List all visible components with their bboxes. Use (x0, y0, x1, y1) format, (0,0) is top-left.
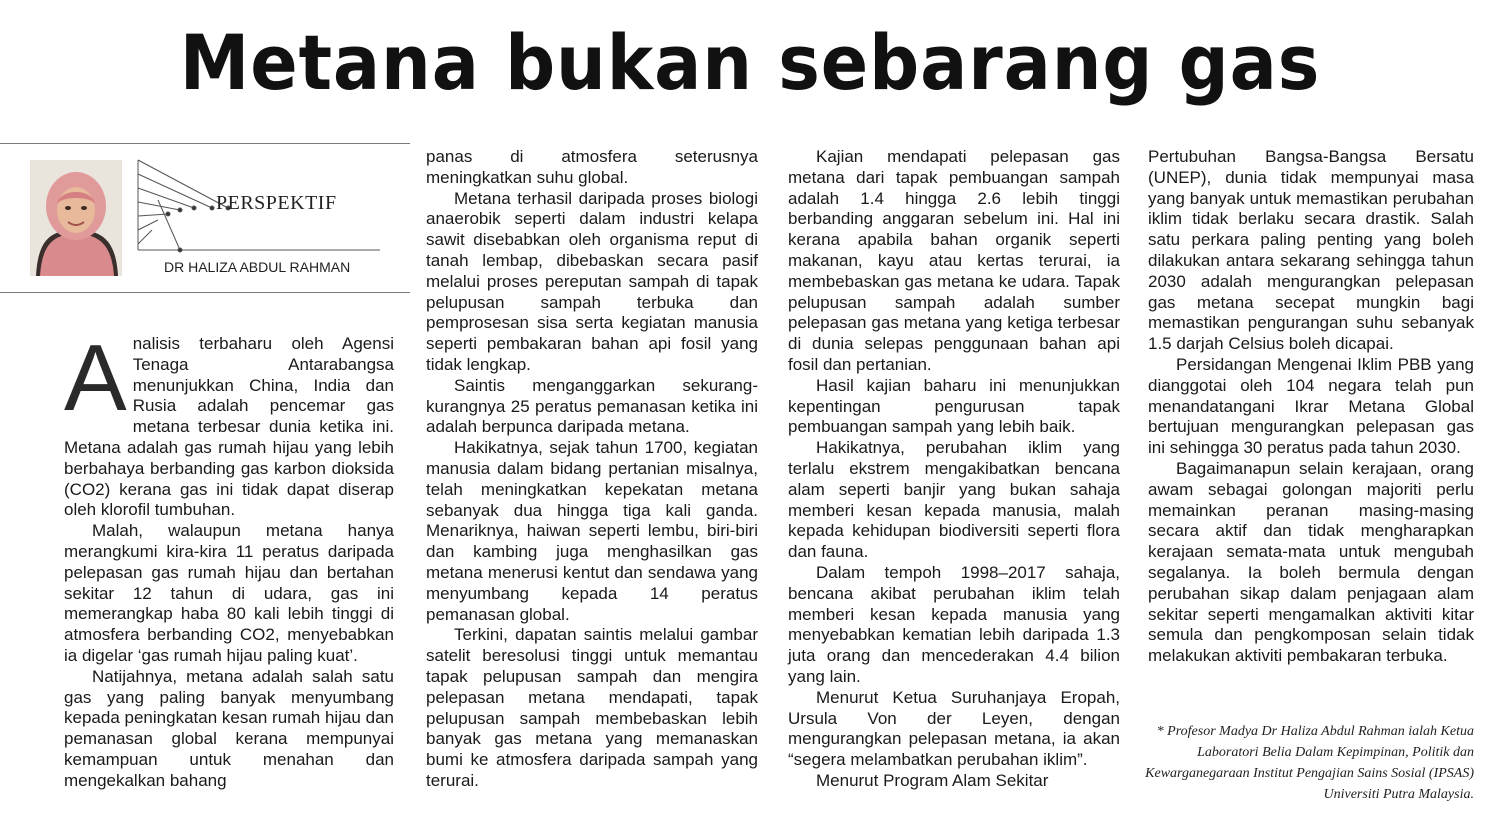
headline: Metana bukan sebarang gas (179, 18, 1321, 107)
article-paragraph: Natijahnya, metana adalah salah satu gas yang paling banyak menyumbang kepada peningkatan kesan rumah hijau dan pemanasan global kerana mempunyai kemampuan untuk menahan dan mengekalkan bahang (64, 666, 394, 790)
article-paragraph: Persidangan Mengenai Iklim PBB yang dianggotai oleh 104 negara telah pun menandatangani Ikrar Metana Global bertujuan mengurangkan pelepasan gas ini sehingga 30 peratus pada tahun 2030. (1148, 354, 1474, 458)
author-portrait-image (30, 160, 122, 276)
article-paragraph: Hakikatnya, sejak tahun 1700, kegiatan manusia dalam bidang pertanian misalnya, telah meningkatkan kepekatan metana sebanyak dua hingga tiga kali ganda. Menariknya, haiwan seperti lembu, biri-biri dan kambing juga menghasilkan gas metana menerusi kentut dan sendawa yang menyumbang kepada 14 peratus pemanasan global. (426, 438, 758, 624)
author-photo (30, 160, 122, 276)
article-paragraph: Hasil kajian baharu ini menunjukkan kepentingan pengurusan tapak pembuangan sampah yang lebih baik. (788, 375, 1120, 437)
article-paragraph: Metana terhasil daripada proses biologi anaerobik seperti dalam industri kelapa sawit disebabkan oleh organisma reput di tanah lembap, dibebaskan secara pasif melalui proses pereputan sampah di tapak pelupusan sampah terbuka dan pemprosesan sisa serta kegiatan manusia seperti pembakaran bahan api fosil yang tidak lengkap. (426, 188, 758, 374)
article-paragraph (64, 325, 394, 521)
drop-cap: A (64, 325, 127, 430)
article-paragraph: Hakikatnya, perubahan iklim yang terlalu ekstrem mengakibatkan bencana alam seperti banjir yang bukan sahaja memberi kesan kepada manusia, malah kepada kehidupan biodiversiti seperti flora dan fauna. (788, 438, 1120, 562)
author-panel-bottom-rule (0, 292, 410, 293)
article-column-2 (426, 147, 758, 792)
paragraph-text: nalisis terbaharu oleh Agensi Tenaga Antarabangsa menunjukkan China, India dan Rusia adalah pencemar gas metana terbesar dunia ketika ini. Metana adalah gas rumah hijau yang lebih berbahaya berbanding gas karbon dioksida (CO2) kerana gas ini tidak dapat diserap oleh klorofil tumbuhan. (64, 334, 394, 520)
article-paragraph: panas di atmosfera seterusnya meningkatkan suhu global. (426, 147, 758, 187)
article-paragraph: Saintis menganggarkan sekurang-kurangnya 25 peratus pemanasan ketika ini adalah berpunca daripada metana. (426, 375, 758, 437)
article-column-1 (64, 325, 394, 792)
article-paragraph: Bagaimanapun selain kerajaan, orang awam sebagai golongan majoriti perlu memainkan peranan masing-masing secara aktif dan tidak mengharapkan kerajaan semata-mata untuk mengubah segalanya. Ia boleh bermula dengan perubahan sikap dalam penjagaan alam sekitar seperti mengamalkan aktiviti kitar semula dan pengkomposan selain tidak melakukan aktiviti pembakaran terbuka. (1148, 458, 1474, 666)
article-paragraph: Dalam tempoh 1998–2017 sahaja, bencana akibat perubahan iklim telah memberi kesan kepada manusia yang menyebabkan kematian lebih daripada 1.3 juta orang dan mencederakan 4.4 bilion yang lain. (788, 562, 1120, 686)
author-footnote: * Profesor Madya Dr Haliza Abdul Rahman ialah Ketua Laboratori Belia Dalam Kepimpinan, Politik dan Kewarganegaraan Institut Pengajian Sains Sosial (IPSAS) Universiti Putra Malaysia. (1145, 724, 1474, 802)
article-paragraph: Terkini, dapatan saintis melalui gambar satelit beresolusi tinggi untuk memantau tapak pelupusan sampah dan mengira pelepasan metana mendapati, tapak pelupusan sampah membebaskan lebih banyak gas metana yang memanaskan bumi ke atmosfera daripada sampah yang terurai. (426, 625, 758, 790)
author-byline: DR HALIZA ABDUL RAHMAN (164, 259, 351, 275)
article-column-4 (1148, 147, 1474, 667)
article-paragraph: Kajian mendapati pelepasan gas metana dari tapak pembuangan sampah adalah 1.4 hingga 2.6 lebih tinggi berbanding anggaran sebelum ini. Hal ini kerana apabila bahan organik seperti makanan, kayu atau kertas terurai, ia membebaskan gas metana ke udara. Tapak pelupusan sampah adalah sumber pelepasan gas metana yang ketiga terbesar di dunia selepas penggunaan bahan api fosil dan pertanian. (788, 147, 1120, 374)
author-panel-top-rule (0, 143, 410, 144)
article-paragraph: Pertubuhan Bangsa-Bangsa Bersatu (UNEP), dunia tidak mempunyai masa yang banyak untuk memastikan perubahan iklim tidak berlaku secara drastik. Salah satu perkara paling penting yang boleh dilakukan antara sekarang sehingga tahun 2030 adalah mengurangkan pelepasan gas metana secepat mungkin bagi memastikan pengurangan suhu sebanyak 1.5 darjah Celsius boleh dicapai. (1148, 147, 1474, 354)
article-paragraph: Menurut Ketua Suruhanjaya Eropah, Ursula Von der Leyen, dengan mengurangkan pelepasan metana, ia akan “segera melambatkan perubahan iklim”. (788, 687, 1120, 770)
article-paragraph: Menurut Program Alam Sekitar (816, 770, 1049, 790)
article-paragraph: Malah, walaupun metana hanya merangkumi kira-kira 11 peratus daripada pelepasan gas rumah hijau dan bertahan sekitar 12 tahun di udara, gas ini memerangkap haba 80 kali lebih tinggi di atmosfera berbanding CO2, menyebabkan ia digelar ‘gas rumah hijau paling kuat’. (64, 521, 394, 665)
article-column-3 (788, 147, 1120, 792)
column-tag: PERSPEKTIF (216, 192, 337, 214)
